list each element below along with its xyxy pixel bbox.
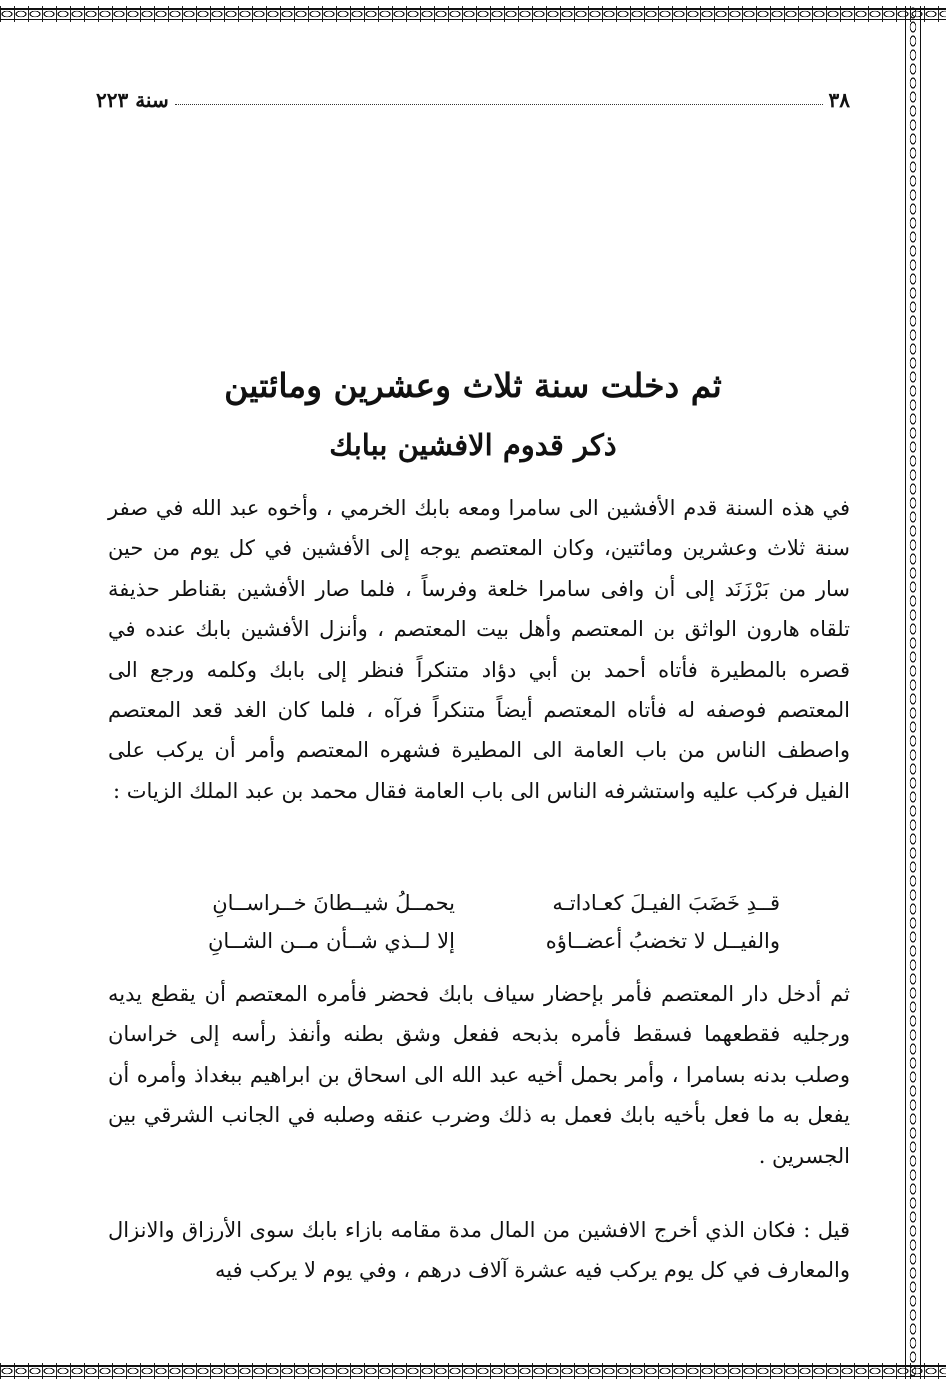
section-heading: ذكر قدوم الافشين ببابك: [329, 428, 617, 462]
verse-2-second-hemistich: إلا لــذي شــأن مــن الشــانِ: [207, 929, 455, 953]
verse-2-first-hemistich: والفيــل لا تخضبُ أعضــاؤه: [545, 929, 780, 953]
verse-1-second-hemistich: يحمــلُ شيــطانَ خــراســانِ: [212, 891, 455, 915]
header-year-label: سنة ٢٢٣: [96, 88, 169, 112]
header-dotted-leader: [175, 104, 823, 105]
right-ornamental-border: [905, 6, 921, 1379]
paragraph-2: ثم أدخل دار المعتصم فأمر بإحضار سياف بابك فحضر فأمره المعتصم أن يقطع يديه ورجليه فقطعهما فسقط فأمره بذبحه ففعل وشق بطنه وأنفذ رأسه إلى خراسان وصلب بدنه بسامرا ، وأمر بحمل أخيه عبد الله الى اسحاق بن ابراهيم ببغداذ وأمره أن يفعل به ما فعل بأخيه بابك فعمل به ذلك وضرب عنقه وصلبه في الجانب الشرقي بين الجسرين .: [108, 982, 850, 1168]
bottom-ornamental-border: [0, 1363, 946, 1379]
running-header: [96, 86, 850, 114]
poem-verses: [160, 884, 780, 960]
top-ornamental-border: [0, 6, 946, 22]
poem-verse-2: [160, 922, 780, 960]
poem-verse-1: [160, 884, 780, 922]
page-number: ٣٨: [828, 88, 850, 112]
paragraph-1: في هذه السنة قدم الأفشين الى سامرا ومعه بابك الخرمي ، وأخوه عبد الله في صفر سنة ثلاث وعشرين ومائتين، وكان المعتصم يوجه إلى الأفشين في كل يوم من حين سار من بَرْزَنَد إلى أن وافى سامرا خلعة وفرساً ، فلما صار الأفشين بقناطر حذيفة تلقاه هارون الواثق بن المعتصم وأهل بيت المعتصم ، وأنزل الأفشين بابك عنده في قصره بالمطيرة فأتاه أحمد بن أبي دؤاد متنكراً فنظر إلى بابك وكلمه ورجع الى المعتصم فوصفه له فأتاه المعتصم أيضاً متنكراً فرآه ، فلما كان الغد قعد المعتصم واصطف الناس من باب العامة الى المطيرة فشهره المعتصم وأمر أن يركب على الفيل فركب عليه واستشرفه الناس الى باب العامة فقال محمد بن عبد الملك الزيات :: [108, 496, 850, 803]
paragraph-3: قيل : فكان الذي أخرج الافشين من المال مدة مقامه بازاء بابك سوى الأرزاق والانزال والمعارف في كل يوم يركب فيه عشرة آلاف درهم ، وفي يوم لا يركب فيه: [108, 1218, 850, 1283]
verse-1-first-hemistich: قــدِ خَضَبَ الفيـلَ كعـاداتـه: [552, 891, 780, 915]
chapter-heading: ثم دخلت سنة ثلاث وعشرين ومائتين: [224, 366, 722, 405]
